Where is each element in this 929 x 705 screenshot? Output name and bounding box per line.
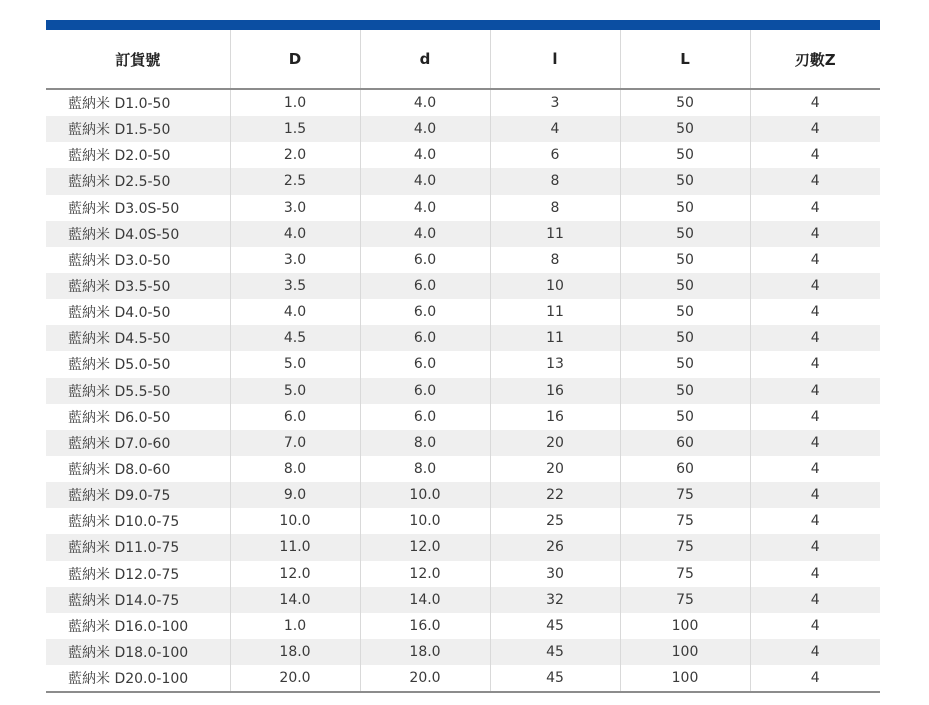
cell-D: 2.0	[230, 142, 360, 168]
cell-L: 50	[620, 221, 750, 247]
cell-D: 6.0	[230, 404, 360, 430]
cell-L: 50	[620, 299, 750, 325]
cell-flutes: 4	[750, 613, 880, 639]
cell-order-number: 藍納米 D3.5-50	[46, 273, 230, 299]
cell-D: 5.0	[230, 351, 360, 377]
cell-D: 4.0	[230, 221, 360, 247]
cell-L: 75	[620, 508, 750, 534]
cell-l: 8	[490, 195, 620, 221]
cell-D: 1.0	[230, 89, 360, 116]
cell-flutes: 4	[750, 142, 880, 168]
cell-L: 50	[620, 404, 750, 430]
cell-order-number: 藍納米 D5.5-50	[46, 378, 230, 404]
cell-D: 12.0	[230, 561, 360, 587]
cell-l: 8	[490, 168, 620, 194]
cell-l: 45	[490, 639, 620, 665]
cell-D: 1.0	[230, 613, 360, 639]
cell-L: 50	[620, 273, 750, 299]
cell-flutes: 4	[750, 639, 880, 665]
cell-d: 6.0	[360, 378, 490, 404]
cell-L: 75	[620, 561, 750, 587]
table-row	[46, 665, 880, 692]
cell-order-number: 藍納米 D7.0-60	[46, 430, 230, 456]
cell-d: 6.0	[360, 247, 490, 273]
cell-d: 6.0	[360, 273, 490, 299]
cell-order-number: 藍納米 D4.5-50	[46, 325, 230, 351]
cell-d: 6.0	[360, 299, 490, 325]
cell-L: 75	[620, 482, 750, 508]
cell-order-number: 藍納米 D5.0-50	[68, 357, 171, 374]
cell-order-number: 藍納米 D4.0-50	[68, 305, 171, 322]
table-row	[46, 299, 880, 325]
table-row	[46, 195, 880, 221]
cell-L: 50	[620, 247, 750, 273]
cell-L: 50	[620, 168, 750, 194]
column-header-D: D	[230, 30, 360, 89]
cell-l: 22	[490, 482, 620, 508]
cell-flutes: 4	[750, 534, 880, 560]
table-row	[46, 351, 880, 377]
cell-flutes: 4	[750, 89, 880, 116]
cell-flutes: 4	[750, 665, 880, 692]
cell-l: 20	[490, 456, 620, 482]
cell-L: 50	[620, 195, 750, 221]
cell-flutes: 4	[750, 247, 880, 273]
cell-flutes: 4	[750, 195, 880, 221]
table-body	[46, 89, 880, 692]
cell-L: 50	[620, 116, 750, 142]
cell-D: 18.0	[230, 639, 360, 665]
cell-l: 20	[490, 430, 620, 456]
cell-d: 4.0	[360, 168, 490, 194]
cell-l: 16	[490, 378, 620, 404]
cell-d: 20.0	[360, 665, 490, 692]
table-row	[46, 534, 880, 560]
table-row	[46, 613, 880, 639]
cell-flutes: 4	[750, 116, 880, 142]
cell-l: 30	[490, 561, 620, 587]
cell-flutes: 4	[750, 299, 880, 325]
cell-l: 11	[490, 221, 620, 247]
cell-l: 45	[490, 613, 620, 639]
cell-flutes: 4	[750, 561, 880, 587]
table-row	[46, 325, 880, 351]
cell-order-number: 藍納米 D4.0S-50	[46, 221, 230, 247]
column-header-L: L	[620, 30, 750, 89]
cell-d: 18.0	[360, 639, 490, 665]
cell-l: 16	[490, 404, 620, 430]
cell-d: 16.0	[360, 613, 490, 639]
cell-D: 8.0	[230, 456, 360, 482]
cell-d: 12.0	[360, 561, 490, 587]
cell-flutes: 4	[750, 378, 880, 404]
cell-d: 8.0	[360, 430, 490, 456]
cell-l: 10	[490, 273, 620, 299]
cell-l: 32	[490, 587, 620, 613]
cell-D: 9.0	[230, 482, 360, 508]
cell-order-number: 藍納米 D3.0S-50	[68, 200, 180, 217]
cell-order-number: 藍納米 D6.0-50	[68, 409, 171, 426]
cell-flutes: 4	[750, 587, 880, 613]
cell-D: 3.0	[230, 247, 360, 273]
cell-d: 8.0	[360, 456, 490, 482]
cell-D: 3.0	[230, 195, 360, 221]
table-row	[46, 142, 880, 168]
table-row	[46, 639, 880, 665]
cell-L: 100	[620, 639, 750, 665]
cell-l: 11	[490, 325, 620, 351]
column-header-flutes: 刃數Z	[750, 30, 880, 89]
header-row	[46, 30, 880, 89]
cell-L: 50	[620, 89, 750, 116]
table-row	[46, 430, 880, 456]
cell-d: 4.0	[360, 195, 490, 221]
cell-l: 6	[490, 142, 620, 168]
cell-flutes: 4	[750, 273, 880, 299]
cell-d: 4.0	[360, 221, 490, 247]
cell-D: 7.0	[230, 430, 360, 456]
cell-order-number: 藍納米 D3.0-50	[68, 252, 171, 269]
header-accent-bar	[46, 20, 880, 30]
cell-order-number: 藍納米 D10.0-75	[68, 514, 180, 531]
table-row	[46, 273, 880, 299]
table-row	[46, 168, 880, 194]
table-row	[46, 221, 880, 247]
cell-L: 75	[620, 587, 750, 613]
cell-L: 100	[620, 665, 750, 692]
cell-order-number: 藍納米 D2.0-50	[68, 148, 171, 165]
column-header-order-number: 訂貨號	[46, 30, 230, 89]
cell-order-number: 藍納米 D20.0-100	[46, 665, 230, 692]
cell-d: 6.0	[360, 351, 490, 377]
cell-D: 4.0	[230, 299, 360, 325]
cell-l: 45	[490, 665, 620, 692]
cell-l: 26	[490, 534, 620, 560]
cell-L: 50	[620, 142, 750, 168]
cell-L: 60	[620, 430, 750, 456]
cell-l: 11	[490, 299, 620, 325]
cell-order-number: 藍納米 D2.5-50	[46, 168, 230, 194]
cell-L: 60	[620, 456, 750, 482]
cell-l: 8	[490, 247, 620, 273]
cell-D: 10.0	[230, 508, 360, 534]
cell-L: 50	[620, 378, 750, 404]
cell-d: 6.0	[360, 404, 490, 430]
cell-order-number: 藍納米 D16.0-100	[68, 618, 189, 635]
cell-L: 50	[620, 351, 750, 377]
table-header	[46, 30, 880, 89]
cell-order-number: 藍納米 D1.5-50	[46, 116, 230, 142]
table-row	[46, 404, 880, 430]
table-row	[46, 378, 880, 404]
cell-D: 14.0	[230, 587, 360, 613]
cell-order-number: 藍納米 D1.0-50	[68, 96, 171, 113]
table-row	[46, 587, 880, 613]
cell-flutes: 4	[750, 508, 880, 534]
cell-D: 20.0	[230, 665, 360, 692]
cell-flutes: 4	[750, 430, 880, 456]
cell-L: 50	[620, 325, 750, 351]
cell-d: 14.0	[360, 587, 490, 613]
cell-order-number: 藍納米 D12.0-75	[68, 566, 180, 583]
cell-D: 3.5	[230, 273, 360, 299]
cell-order-number: 藍納米 D18.0-100	[46, 639, 230, 665]
cell-flutes: 4	[750, 351, 880, 377]
cell-order-number: 藍納米 D14.0-75	[46, 587, 230, 613]
cell-l: 3	[490, 89, 620, 116]
cell-flutes: 4	[750, 482, 880, 508]
cell-flutes: 4	[750, 404, 880, 430]
table-row	[46, 561, 880, 587]
cell-l: 4	[490, 116, 620, 142]
column-header-l: l	[490, 30, 620, 89]
table-row	[46, 116, 880, 142]
cell-order-number: 藍納米 D8.0-60	[68, 462, 171, 479]
cell-l: 25	[490, 508, 620, 534]
cell-flutes: 4	[750, 168, 880, 194]
cell-d: 12.0	[360, 534, 490, 560]
table-row	[46, 247, 880, 273]
cell-d: 4.0	[360, 89, 490, 116]
table-row	[46, 89, 880, 116]
cell-order-number: 藍納米 D9.0-75	[46, 482, 230, 508]
cell-D: 1.5	[230, 116, 360, 142]
table-row	[46, 508, 880, 534]
table-row	[46, 482, 880, 508]
cell-d: 4.0	[360, 142, 490, 168]
cell-L: 100	[620, 613, 750, 639]
cell-d: 6.0	[360, 325, 490, 351]
cell-D: 5.0	[230, 378, 360, 404]
cell-D: 4.5	[230, 325, 360, 351]
cell-L: 75	[620, 534, 750, 560]
table-row	[46, 456, 880, 482]
cell-D: 11.0	[230, 534, 360, 560]
cell-l: 13	[490, 351, 620, 377]
column-header-d: d	[360, 30, 490, 89]
cell-d: 10.0	[360, 482, 490, 508]
cell-D: 2.5	[230, 168, 360, 194]
cell-order-number: 藍納米 D11.0-75	[46, 534, 230, 560]
cell-d: 10.0	[360, 508, 490, 534]
spec-table	[46, 30, 880, 693]
cell-flutes: 4	[750, 456, 880, 482]
cell-flutes: 4	[750, 325, 880, 351]
cell-d: 4.0	[360, 116, 490, 142]
cell-flutes: 4	[750, 221, 880, 247]
